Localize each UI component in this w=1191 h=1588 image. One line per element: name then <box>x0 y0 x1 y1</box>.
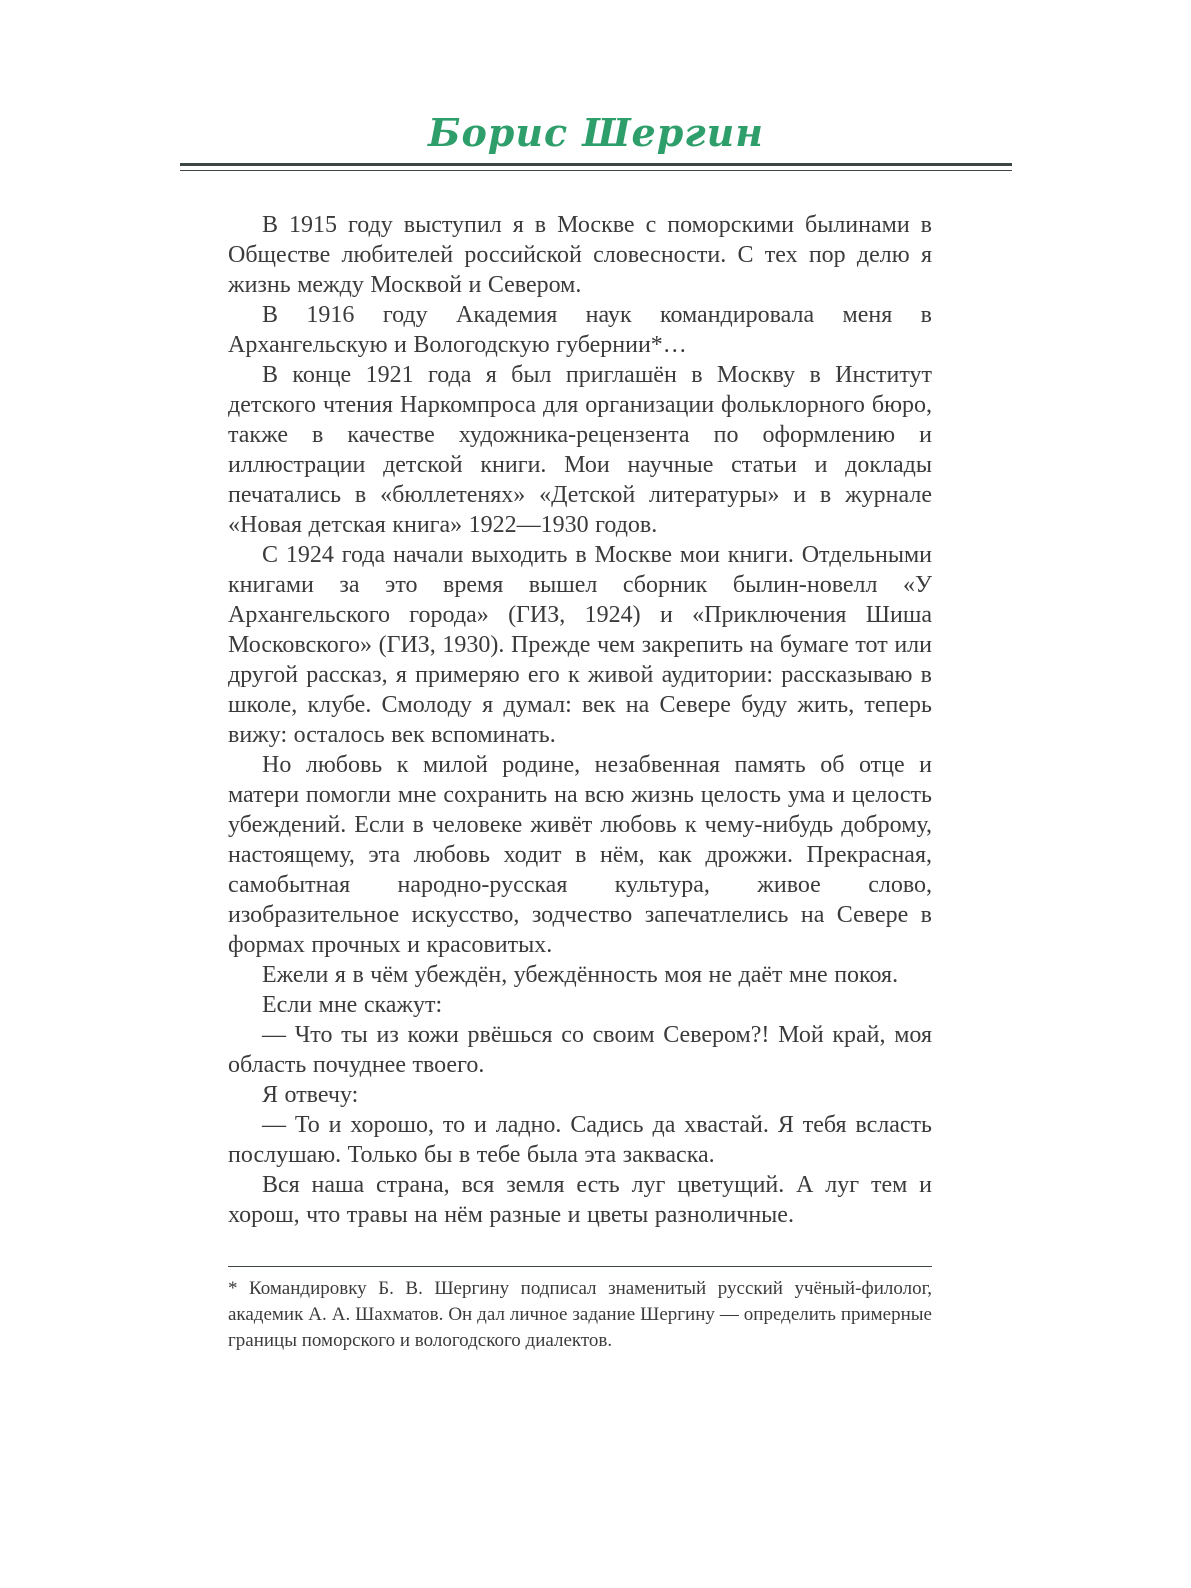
paragraph: В 1916 году Академия наук командировала меня в Архангельскую и Вологодскую губернии*… <box>228 302 932 358</box>
paragraph: Вся наша страна, вся земля есть луг цветущий. А луг тем и хорош, что травы на нём разные и цветы разноличные. <box>228 1172 932 1228</box>
paragraph: Я отвечу: <box>262 1082 359 1108</box>
header-divider <box>180 163 1012 171</box>
author-title: Борис Шергин <box>427 110 765 155</box>
paragraph: В 1915 году выступил я в Москве с поморскими былинами в Обществе любителей российской словесности. С тех пор делю я жизнь между Москвой и Севером. <box>228 212 932 298</box>
footnote-divider <box>228 1266 932 1267</box>
paragraph: — То и хорошо, то и ладно. Садись да хвастай. Я тебя всласть послушаю. Только бы в тебе была эта закваска. <box>228 1112 932 1168</box>
paragraph: Но любовь к милой родине, незабвенная память об отце и матери помогли мне сохранить на всю жизнь целость ума и целость убеждений. Если в человеке живёт любовь к чему-нибудь доброму, настоящему, эта любовь ходит в нём, как дрожжи. Прекрасная, самобытная народно-русская культура, живое слово, изобразительное искусство, зодчество запечатлелись на Севере в формах прочных и красовитых. <box>228 752 932 958</box>
page-body <box>228 210 932 1230</box>
footnote-text: * Командировку Б. В. Шергину подписал знаменитый русский учёный-филолог, академик А. А. Шахматов. Он дал личное задание Шергину — определить примерные границы поморского и вологодского диалектов. <box>228 1278 932 1351</box>
paragraph: С 1924 года начали выходить в Москве мои книги. Отдельными книгами за это время вышел сборник былин-новелл «У Архангельского города» (ГИЗ, 1924) и «Приключения Шиша Московского» (ГИЗ, 1930). Прежде чем закрепить на бумаге тот или другой рассказ, я примеряю его к живой аудитории: рассказываю в школе, клубе. Смолоду я думал: век на Севере буду жить, теперь вижу: осталось век вспоминать. <box>228 542 932 748</box>
paragraph: В конце 1921 года я был приглашён в Москву в Институт детского чтения Наркомпроса для организации фольклорного бюро, также в качестве художника-рецензента по оформлению и иллюстрации детской книги. Мои научные статьи и доклады печатались в «бюллетенях» «Детской литературы» и в журнале «Новая детская книга» 1922—1930 годов. <box>228 362 932 538</box>
paragraph: Ежели я в чём убеждён, убеждённость моя не даёт мне покоя. <box>262 962 899 988</box>
page-header <box>180 112 1012 171</box>
paragraph: — Что ты из кожи рвёшься со своим Севером?! Мой край, моя область почуднее твоего. <box>228 1022 932 1078</box>
paragraph: Если мне скажут: <box>262 992 443 1018</box>
footnote-block <box>228 1266 932 1354</box>
